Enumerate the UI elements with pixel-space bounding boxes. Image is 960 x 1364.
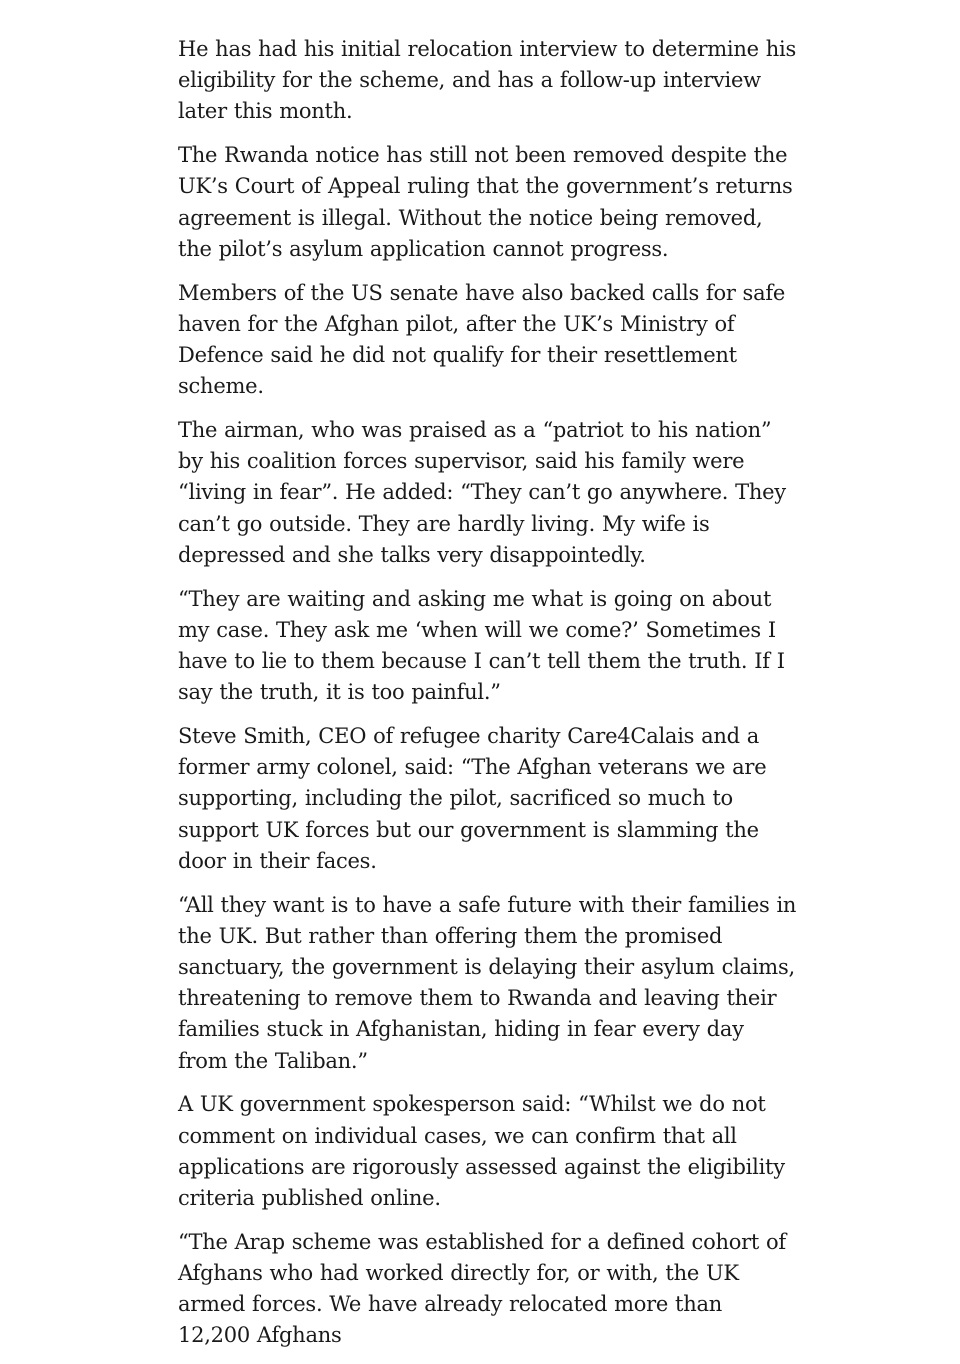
article-body xyxy=(178,34,798,1364)
article-paragraph-us-senate: Members of the US senate have also backed calls for safe haven for the Afghan pilot, after the UK’s Ministry of Defence said he did not qualify for their resettlement scheme. xyxy=(178,280,786,399)
article-paragraph-arap-scheme: “The Arap scheme was established for a defined cohort of Afghans who had worked directly for, or with, the UK armed forces. We have already relocated more than 12,200 Afghans xyxy=(178,1229,786,1348)
article-paragraph-steve-smith: Steve Smith, CEO of refugee charity Care4Calais and a former army colonel, said: “The Afghan veterans we are supporting, including the pilot, sacrificed so much to support UK forces but our government is slamming the door in their faces. xyxy=(178,724,767,873)
article-paragraph-government-spokesperson: A UK government spokesperson said: “Whilst we do not comment on individual cases, we can confirm that all applications are rigorously assessed against the eligibility criteria published online. xyxy=(178,1092,785,1211)
article-paragraph-relocation-interview: He has had his initial relocation interview to determine his eligibility for the scheme, and has a follow-up interview later this month. xyxy=(178,37,797,124)
article-paragraph-safe-future: “All they want is to have a safe future with their families in the UK. But rather than offering them the promised sanctuary, the government is delaying their asylum claims, threatening to remove them to Rwanda and leaving their families stuck in Afghanistan, hiding in fear every day from the Taliban.” xyxy=(178,892,797,1073)
article-paragraph-family-waiting: “They are waiting and asking me what is going on about my case. They ask me ‘when will we come?’ Sometimes I have to lie to them because I can’t tell them the truth. If I say the truth, it is too painful.” xyxy=(178,586,785,705)
article-paragraph-rwanda-notice: The Rwanda notice has still not been removed despite the UK’s Court of Appeal ruling that the government’s returns agreement is illegal. Without the notice being removed, the pilot’s asylum application cannot progress. xyxy=(178,143,793,261)
article-paragraph-airman-quote: The airman, who was praised as a “patriot to his nation” by his coalition forces supervisor, said his family were “living in fear”. He added: “They can’t go anywhere. They can’t go outside. They are hardly living. My wife is depressed and she talks very disappointedly. xyxy=(178,418,786,567)
